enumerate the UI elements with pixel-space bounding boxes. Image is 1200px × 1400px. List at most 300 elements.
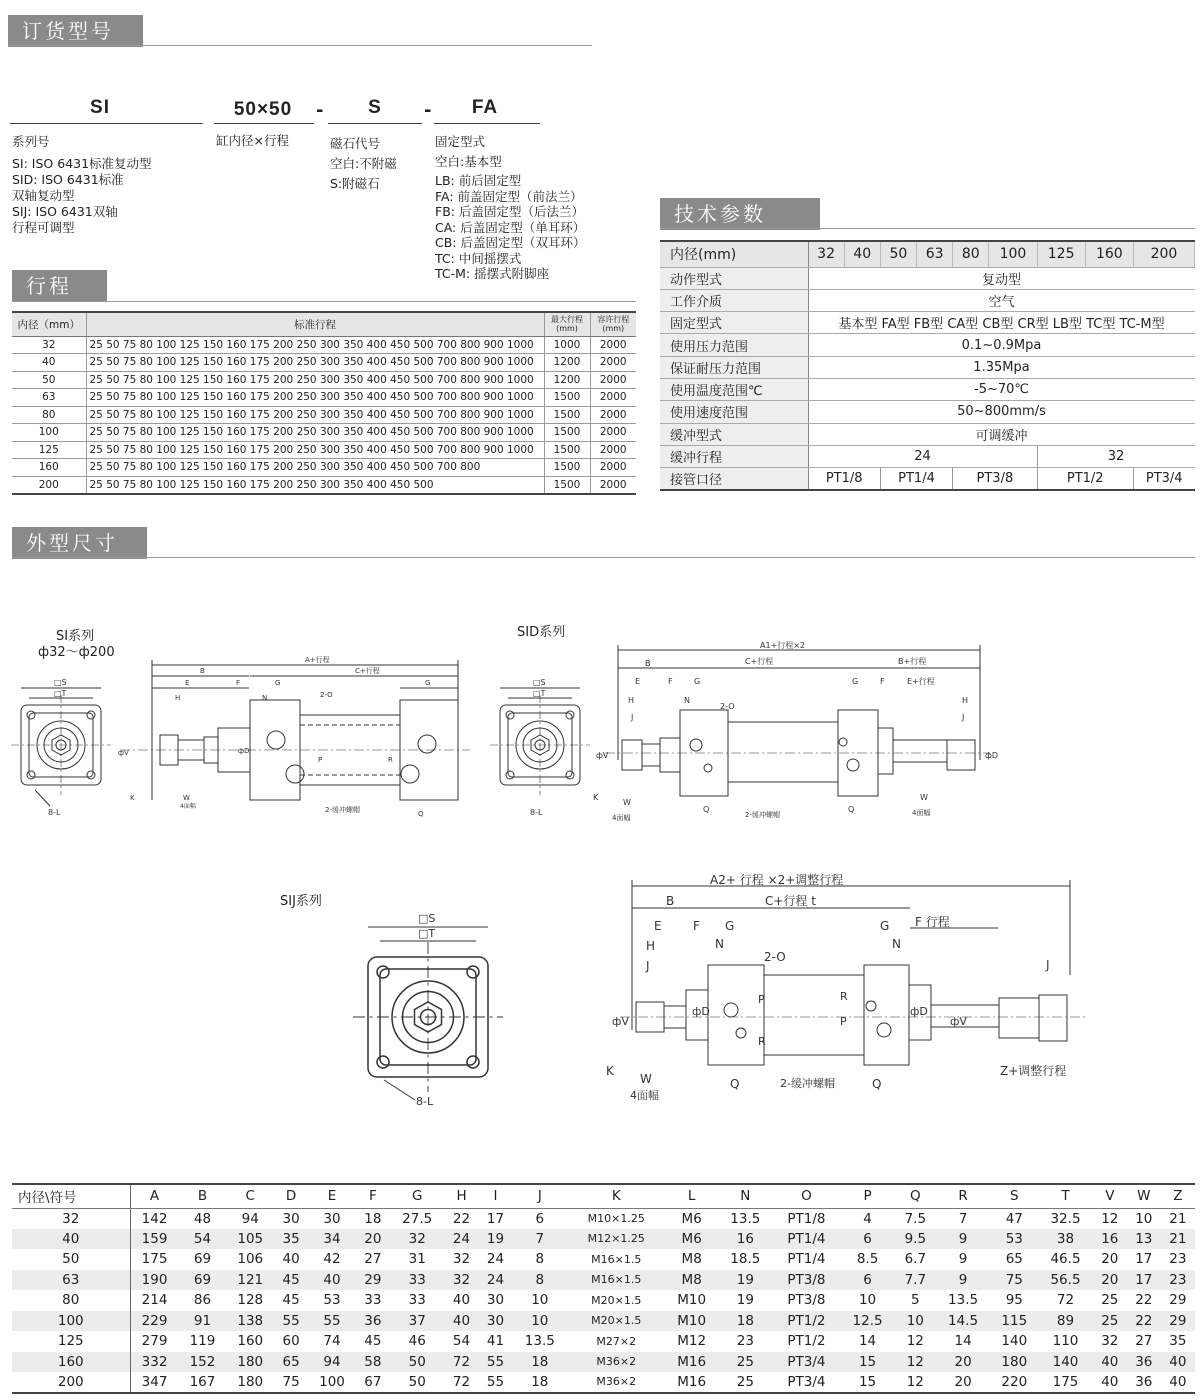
dimension-cell: 175	[141, 1251, 168, 1268]
stroke-bore: 200	[12, 476, 86, 494]
dimension-cell: 21	[1161, 1229, 1195, 1250]
sij-dim-r2: R	[840, 990, 848, 1003]
tech-value: 24	[808, 445, 1037, 467]
tech-label: 固定型式	[660, 312, 808, 334]
dimension-cell: 58	[356, 1352, 390, 1373]
stroke-standard: 25 50 75 80 100 125 150 160 175 200 250 300 350 400 450 500 700 800 900 1000	[86, 389, 544, 407]
si-dim-s: □S	[54, 678, 67, 687]
dimension-header: S	[990, 1184, 1038, 1208]
sij-dim-t: □T	[418, 927, 436, 940]
dimension-cell: 34	[308, 1229, 356, 1250]
dimension-cell: 15	[840, 1372, 895, 1393]
dimension-cell: 69	[179, 1270, 227, 1291]
si-dim-h: H	[175, 694, 181, 702]
dimension-header: H	[445, 1184, 479, 1208]
dimension-cell: 8	[535, 1251, 545, 1268]
magnet-line: 空白:不附磁	[330, 156, 397, 171]
dimension-cell: 190	[130, 1270, 179, 1291]
dimension-cell: 119	[189, 1333, 216, 1350]
sid-dim-e: E	[635, 677, 641, 686]
sij-dim-fs: F 行程	[915, 915, 950, 929]
dimension-cell: 29	[356, 1270, 390, 1291]
sid-dim-g2: G	[852, 677, 859, 686]
dimension-cell: 30	[323, 1210, 341, 1227]
dimension-header: C	[226, 1184, 274, 1208]
dimension-cell: 32	[445, 1270, 479, 1291]
tech-value: 空气	[808, 289, 1195, 311]
si-dim-r: R	[388, 756, 393, 764]
dimension-cell: 31	[408, 1251, 426, 1268]
dimension-cell: M8	[665, 1270, 718, 1291]
mount-line: CB: 后盖固定型（双耳环）	[435, 235, 586, 250]
dimension-cell: 14.5	[936, 1311, 991, 1332]
sid-dim-s: □S	[533, 678, 546, 687]
dimension-cell: 7	[513, 1229, 568, 1250]
sij-dim-b: B	[666, 894, 675, 908]
dimension-cell: 89	[1038, 1311, 1093, 1332]
dimension-cell: 24	[486, 1251, 505, 1268]
stroke-bore: 125	[12, 441, 86, 459]
dimension-cell: 56.5	[1038, 1270, 1093, 1291]
sij-dim-r: R	[758, 1035, 766, 1048]
tech-label: 使用压力范围	[660, 334, 808, 356]
dimension-cell: 24	[445, 1229, 479, 1250]
sij-dim-g2: G	[880, 919, 890, 933]
dimension-cell: 180	[226, 1372, 274, 1393]
dimension-cell: 8.5	[856, 1251, 879, 1268]
dimension-cell: 14	[954, 1333, 972, 1350]
si-dim-a: A+行程	[305, 656, 330, 664]
dimension-cell: 16	[1093, 1229, 1127, 1250]
sij-dim-g: G	[725, 919, 735, 933]
mount-line: LB: 前后固定型	[435, 173, 522, 188]
tech-bore: 63	[917, 241, 953, 267]
dimension-cell: 20	[356, 1229, 390, 1250]
dimension-cell: 142	[141, 1210, 168, 1227]
si-dim-4w: 4面幅	[180, 803, 196, 810]
dimension-cell: 40	[12, 1229, 130, 1250]
dimension-cell: 20	[936, 1352, 991, 1373]
si-dim-c: C+行程	[355, 667, 380, 675]
dimension-row	[12, 1229, 1195, 1250]
dimension-cell: 6	[535, 1210, 545, 1227]
sij-dim-q2: Q	[872, 1077, 882, 1091]
stroke-header: 标准行程	[86, 312, 544, 336]
tech-label: 工作介质	[660, 289, 808, 311]
dimension-cell: 8	[513, 1270, 568, 1291]
sid-dim-q: Q	[703, 805, 710, 814]
dimension-cell: 33	[408, 1292, 426, 1309]
dimension-cell: 128	[237, 1292, 264, 1309]
dimension-cell: 69	[193, 1251, 212, 1268]
dimension-cell: 54	[452, 1333, 471, 1350]
sid-end-view	[490, 688, 590, 795]
sid-dim-j: J	[631, 713, 634, 722]
dimension-cell: 40	[1093, 1352, 1127, 1373]
stroke-bore: 80	[12, 406, 86, 424]
stroke-allow: 2000	[590, 459, 636, 477]
stroke-allow: 2000	[590, 406, 636, 424]
stroke-bore: 50	[12, 371, 86, 389]
stroke-max: 1500	[544, 424, 590, 442]
dimension-cell: 80	[12, 1290, 130, 1311]
dimension-cell: M20×1.5	[591, 1293, 642, 1307]
sij-dim-v: фV	[612, 1015, 629, 1028]
sid-dim-j2: J	[962, 713, 965, 722]
dimension-cell: 48	[193, 1210, 212, 1227]
sij-dim-j: J	[646, 959, 650, 973]
dimension-cell: 35	[274, 1229, 308, 1250]
dimension-cell: 17	[1135, 1251, 1153, 1268]
tech-value: 0.1~0.9Mpa	[808, 334, 1195, 356]
dimension-cell: 45	[282, 1292, 300, 1309]
sij-dim-n2: N	[892, 937, 901, 951]
dimension-cell: 100	[308, 1372, 356, 1393]
dimension-cell: 40	[282, 1251, 300, 1268]
sid-dim-a1: A1+行程×2	[760, 641, 806, 650]
dimension-cell: M12×1.25	[567, 1229, 665, 1250]
sij-end-view	[353, 927, 503, 1100]
dimension-cell: 12.5	[840, 1311, 895, 1332]
dimension-cell: 5	[911, 1292, 920, 1309]
dimension-cell: 27	[1135, 1333, 1153, 1350]
dimension-cell: 53	[990, 1229, 1038, 1250]
stroke-standard: 25 50 75 80 100 125 150 160 175 200 250 300 350 400 450 500 700 800 900 1000	[86, 406, 544, 424]
dimension-cell: 20	[1093, 1270, 1127, 1291]
sid-side-view	[605, 645, 990, 796]
dimension-cell: 25	[1093, 1311, 1127, 1332]
stroke-allow: 2000	[590, 424, 636, 442]
si-dim-f: F	[236, 679, 241, 687]
dimension-cell: 41	[486, 1333, 505, 1350]
dimension-cell: 45	[364, 1333, 382, 1350]
stroke-standard: 25 50 75 80 100 125 150 160 175 200 250 300 350 400 450 500 700 800 900 1000	[86, 424, 544, 442]
sid-dim-4w2: 4面幅	[912, 809, 931, 817]
dimension-cell: 29	[1161, 1311, 1195, 1332]
mount-line: 空白:基本型	[435, 153, 502, 169]
dimension-cell: 50	[390, 1372, 445, 1393]
series-line: 双轴复动型	[12, 188, 75, 203]
dimension-cell: 32	[452, 1251, 471, 1268]
code-dash: -	[316, 100, 324, 121]
dimension-cell: 19	[718, 1270, 773, 1291]
dimension-cell: 40	[452, 1292, 471, 1309]
dimension-cell: 9	[936, 1229, 991, 1250]
si-dim-g2: G	[425, 679, 431, 687]
stroke-standard: 25 50 75 80 100 125 150 160 175 200 250 300 350 400 450 500	[86, 476, 544, 494]
stroke-bore: 32	[12, 336, 86, 354]
tech-value: PT3/8	[953, 468, 1037, 490]
dimension-cell: 75	[990, 1270, 1038, 1291]
dimension-cell: 125	[12, 1331, 130, 1352]
sij-side-view	[620, 880, 1085, 1065]
si-dim-n: N	[262, 694, 268, 702]
dimension-cell: 18	[513, 1352, 568, 1373]
sid-dim-c: C+行程	[745, 657, 774, 666]
dimension-cell: 12	[895, 1372, 936, 1393]
dimension-header: D	[274, 1184, 308, 1208]
dimension-cell: 30	[486, 1292, 505, 1309]
dimension-cell: 36	[356, 1311, 390, 1332]
dimension-cell: PT3/8	[787, 1292, 826, 1309]
dimension-cell: 332	[130, 1352, 179, 1373]
si-dim-k: K	[130, 794, 135, 802]
dimension-cell: 36	[1127, 1372, 1161, 1393]
mount-line: CA: 后盖固定型（单耳环）	[435, 219, 586, 235]
dimension-cell: 110	[1052, 1333, 1079, 1350]
dimension-cell: M20×1.5	[567, 1311, 665, 1332]
dimension-cell: 53	[323, 1292, 341, 1309]
dimension-header: G	[390, 1184, 445, 1208]
dimension-cell: 17	[486, 1210, 505, 1227]
dimension-cell: 12	[1101, 1210, 1119, 1227]
sid-dim-w2: W	[920, 793, 928, 802]
dimension-cell: 27	[364, 1251, 382, 1268]
sid-dim-d: фD	[985, 751, 998, 760]
dimension-header: O	[773, 1184, 841, 1208]
dimension-cell: 9.5	[895, 1229, 936, 1250]
dimension-cell: 214	[141, 1292, 168, 1309]
dimension-cell: 23	[1169, 1251, 1187, 1268]
stroke-max: 1500	[544, 476, 590, 494]
sid-dim-h2: H	[962, 696, 969, 705]
dimension-cell: 30	[282, 1210, 300, 1227]
dimension-cell: 140	[1001, 1333, 1028, 1350]
dimension-row	[12, 1352, 1195, 1373]
dimension-cell: 72	[445, 1352, 479, 1373]
dimension-cell: 6	[840, 1270, 895, 1291]
stroke-bore: 63	[12, 389, 86, 407]
dimension-cell: M6	[681, 1210, 702, 1227]
stroke-standard: 25 50 75 80 100 125 150 160 175 200 250 300 350 400 450 500 700 800 900 1000	[86, 336, 544, 354]
stroke-standard: 25 50 75 80 100 125 150 160 175 200 250 300 350 400 450 500 700 800 900 1000	[86, 441, 544, 459]
tech-bore-label: 内径(mm)	[660, 241, 808, 267]
dimension-cell: 25	[718, 1352, 773, 1373]
dimension-cell: 67	[356, 1372, 390, 1393]
dimension-cell: M16×1.5	[591, 1252, 642, 1266]
si-dim-8l: 8-L	[48, 808, 61, 817]
sid-dim-b: B	[645, 659, 651, 668]
sij-dim-n: N	[715, 937, 724, 951]
dimension-cell: 121	[226, 1270, 274, 1291]
series-line: SID: ISO 6431标准	[12, 172, 124, 187]
stroke-allow: 2000	[590, 354, 636, 372]
sid-dim-g: G	[694, 677, 701, 686]
dimension-cell: 29	[1169, 1292, 1187, 1309]
dimension-cell: 4	[863, 1210, 872, 1227]
dimension-cell: 32	[12, 1208, 130, 1229]
mount-line: TC: 中间摇摆式	[435, 250, 522, 266]
dimension-cell: M16	[665, 1352, 718, 1373]
sid-dim-n: N	[684, 696, 690, 705]
tech-value: 50~800mm/s	[808, 401, 1195, 423]
dimension-cell: 27.5	[402, 1210, 433, 1227]
dimension-cell: 22	[1127, 1311, 1161, 1332]
dimension-cell: 10	[1135, 1210, 1153, 1227]
tech-value: PT1/8	[808, 468, 880, 490]
si-series-title: SI系列	[56, 629, 95, 644]
tech-label: 保证耐压力范围	[660, 356, 808, 378]
sij-dim-d: фD	[692, 1005, 710, 1018]
sij-dim-h: H	[646, 939, 656, 953]
dimension-cell: 32	[390, 1229, 445, 1250]
code-magnet: S	[368, 97, 382, 118]
magnet-line: S:附磁石	[330, 176, 380, 191]
dimension-cell: M16×1.5	[567, 1270, 665, 1291]
dimension-cell: 160	[12, 1352, 130, 1373]
sid-dim-w: W	[623, 798, 631, 807]
stroke-allow: 2000	[590, 389, 636, 407]
dimension-cell: PT1/4	[787, 1251, 826, 1268]
dimension-cell: 19	[736, 1292, 754, 1309]
dimension-cell: 229	[130, 1311, 179, 1332]
section-title-outline: 外型尺寸	[12, 527, 147, 559]
tech-value: 32	[1037, 445, 1194, 467]
stroke-allow: 2000	[590, 371, 636, 389]
dimension-header-row	[12, 1184, 1195, 1208]
mount-line: FA: 前盖固定型（前法兰）	[435, 188, 583, 204]
dimension-row	[12, 1270, 1195, 1291]
stroke-standard: 25 50 75 80 100 125 150 160 175 200 250 300 350 400 450 500 700 800	[86, 459, 544, 477]
sid-dim-cushion: 2-缓冲螺帽	[745, 811, 780, 819]
dimension-cell: 7.7	[895, 1270, 936, 1291]
si-series-range: ф32～ф200	[38, 645, 115, 660]
sid-dim-v: фV	[596, 751, 609, 760]
dimension-row	[12, 1290, 1195, 1311]
series-line: SIJ: ISO 6431双轴	[12, 204, 118, 219]
dimension-header: W	[1127, 1184, 1161, 1208]
code-dash: -	[424, 100, 432, 121]
tech-label: 动作型式	[660, 267, 808, 289]
dimension-cell: 32	[1101, 1333, 1119, 1350]
stroke-max: 1000	[544, 336, 590, 354]
tech-bore: 50	[880, 241, 916, 267]
tech-bore: 125	[1037, 241, 1085, 267]
series-line: SI: ISO 6431标准复动型	[12, 156, 152, 171]
sid-dim-t: □T	[533, 689, 546, 698]
si-dim-d: фD	[238, 747, 250, 755]
mount-line: FB: 后盖固定型（后法兰）	[435, 204, 584, 219]
dimension-cell: 86	[193, 1292, 212, 1309]
sij-dim-j2: J	[1046, 958, 1050, 972]
sid-dim-f2: F	[880, 677, 885, 686]
dimension-cell: PT1/8	[787, 1210, 826, 1227]
tech-value: 1.35Mpa	[808, 356, 1195, 378]
tech-value: 复动型	[808, 267, 1195, 289]
dimension-cell: 40	[1161, 1372, 1195, 1393]
dimension-cell: 20	[936, 1372, 991, 1393]
si-end-view	[11, 688, 111, 806]
dimension-cell: M6	[665, 1229, 718, 1250]
dimension-cell: 106	[237, 1251, 264, 1268]
tech-value: -5~70℃	[808, 378, 1195, 400]
dimension-cell: 75	[274, 1372, 308, 1393]
dimension-cell: 140	[1038, 1352, 1093, 1373]
sij-dim-z: Z+调整行程	[1000, 1064, 1067, 1078]
dimension-cell: 23	[736, 1333, 754, 1350]
tech-label: 使用速度范围	[660, 401, 808, 423]
dimension-cell: 55	[274, 1311, 308, 1332]
dimension-cell: M10	[677, 1292, 707, 1309]
tech-value: PT3/4	[1133, 468, 1194, 490]
dimension-header: K	[567, 1184, 665, 1208]
dimension-header: L	[665, 1184, 718, 1208]
dimension-cell: 347	[130, 1372, 179, 1393]
dimension-cell: 22	[452, 1210, 471, 1227]
sid-dim-2o: 2-O	[720, 702, 735, 711]
stroke-allow: 2000	[590, 476, 636, 494]
dimension-cell: 38	[1038, 1229, 1093, 1250]
dimension-cell: 54	[179, 1229, 227, 1250]
dimension-cell: M16	[665, 1372, 718, 1393]
dimension-cell: 21	[1169, 1210, 1187, 1227]
dimension-cell: 18.5	[730, 1251, 761, 1268]
dimension-cell: 18	[718, 1311, 773, 1332]
stroke-max: 1200	[544, 371, 590, 389]
dimension-cell: PT3/4	[773, 1352, 841, 1373]
tech-label: 接管口径	[660, 468, 808, 490]
code-bore-stroke: 50×50	[233, 99, 293, 120]
section-title-stroke: 行程	[12, 270, 107, 302]
dimension-header: I	[479, 1184, 513, 1208]
dimension-row	[12, 1331, 1195, 1352]
dimension-cell: 138	[226, 1311, 274, 1332]
dimension-cell: M12	[677, 1333, 707, 1350]
dimension-header: J	[513, 1184, 568, 1208]
dimension-cell: 45	[274, 1270, 308, 1291]
si-dim-2o: 2-O	[320, 691, 333, 699]
dimension-cell: 279	[141, 1333, 168, 1350]
dimension-cell: 74	[323, 1333, 341, 1350]
dimension-cell: 32.5	[1050, 1210, 1081, 1227]
tech-value: 可调缓冲	[808, 423, 1195, 445]
sid-series-title: SID系列	[517, 625, 566, 640]
stroke-header: 最大行程 (mm)	[544, 312, 590, 336]
dimension-cell: PT3/4	[773, 1372, 841, 1393]
sid-dim-8l: 8-L	[530, 808, 543, 817]
dimension-cell: M10×1.25	[587, 1212, 645, 1225]
sij-dim-4w: 4面幅	[630, 1089, 659, 1102]
si-dim-p: P	[318, 756, 323, 764]
sid-dim-ep: E+行程	[907, 677, 935, 686]
stroke-allow: 2000	[590, 336, 636, 354]
dimension-header: 内径\符号	[12, 1184, 130, 1208]
dimension-cell: 20	[1101, 1251, 1119, 1268]
dimension-header: B	[179, 1184, 227, 1208]
sij-dim-cushion: 2-缓冲螺帽	[780, 1077, 835, 1090]
dimension-cell: 63	[12, 1270, 130, 1291]
dimension-cell: 35	[1169, 1333, 1187, 1350]
sij-dim-2o: 2-O	[764, 950, 786, 964]
dimension-cell: 167	[179, 1372, 227, 1393]
mount-title: 固定型式	[435, 134, 486, 149]
dimension-cell: 13.5	[524, 1333, 555, 1350]
sij-dim-ct: C+行程 t	[765, 894, 816, 908]
dimension-cell: 12	[906, 1333, 924, 1350]
dimension-cell: 94	[241, 1210, 259, 1227]
dimension-cell: 40	[308, 1270, 356, 1291]
dimension-cell: 9	[936, 1270, 991, 1291]
si-side-view	[120, 660, 470, 800]
stroke-header: 内径（mm）	[12, 312, 86, 336]
dimension-cell: M10	[665, 1311, 718, 1332]
stroke-max: 1500	[544, 459, 590, 477]
dimension-header: E	[308, 1184, 356, 1208]
sid-dim-f: F	[668, 677, 673, 686]
dimension-cell: 50	[12, 1249, 130, 1270]
stroke-max: 1500	[544, 441, 590, 459]
dimension-cell: 30	[479, 1311, 513, 1332]
